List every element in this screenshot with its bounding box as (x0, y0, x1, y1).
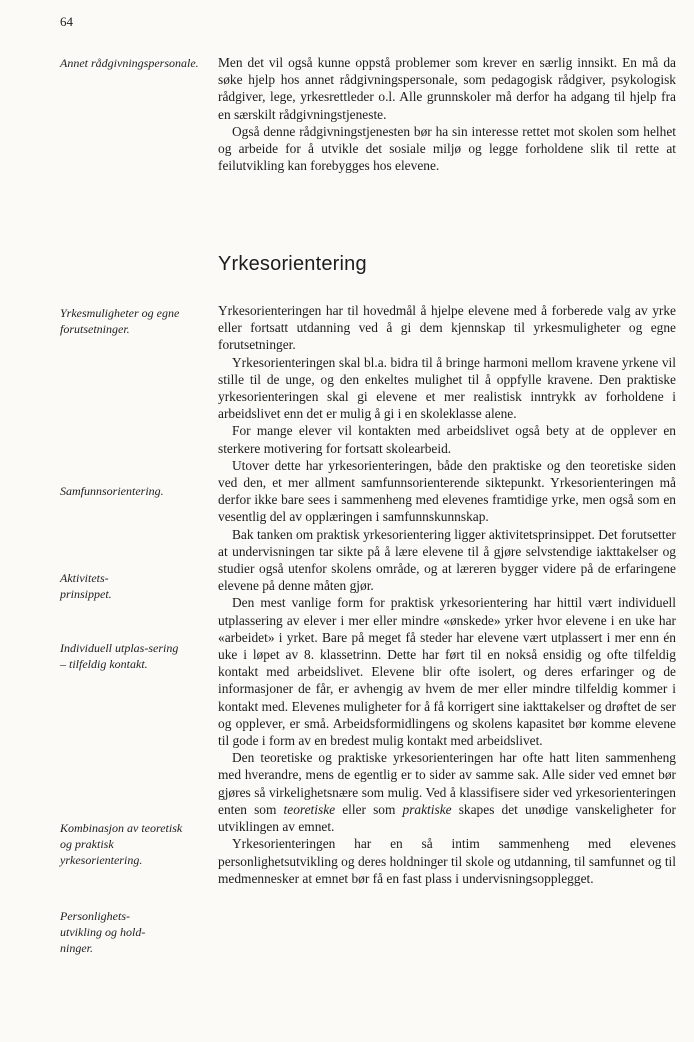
section-body (218, 302, 676, 887)
body-paragraph-7-part-c: skapes det unødige vanskeligheter for utviklingen av emnet. (218, 801, 677, 835)
margin-note-personlighetsutvikling: Personlighets-utvikling og hold-ninger. (60, 909, 146, 955)
page-number: 64 (60, 14, 73, 29)
body-paragraph-7-part-a: Den teoretiske og praktiske yrkesorienteringen har ofte hatt liten sammenheng med hverandre, mens de egentlig er to sider av samme sak. Alle sider ved emnet bør gjøres så virkelighetsnære som mulig. Ved å klassifisere sider ved yrkesorienteringen enten som (218, 750, 676, 817)
margin-note-yrkesmuligheter: Yrkesmuligheter og egne forutsetninger. (60, 306, 180, 336)
body-paragraph-6: Den mest vanlige form for praktisk yrkesorientering har hittil vært individuell utplassering av elever i mer eller mindre «ønskede» yrker hvor elevene i en uke har «arbeidet» i yrket. Bare på meget få steder har elevene vært utplassert i mer enn én uke i løpet av 8. klassetrinn. Dette har ført til en nokså ensidig og ofte tilfeldig kontakt med arbeidslivet. Elevene blir ofte isolert, og deres erfaringer og de informasjoner de får, er avhengig av hvem de mer eller mindre tilfeldig kommer i kontakt med. Elevenes muligheter for å få korrigert sine iakttakelser og drøftet de ser og opplever, er små. Arbeidsformidlingens og skolens kapasitet bør komme elevene til gode i form av en bredest mulig kontakt med arbeidslivet. (218, 595, 676, 749)
intro-text (218, 54, 676, 174)
intro-paragraph-1: Men det vil også kunne oppstå problemer som krever en særlig innsikt. En må da søke hjelp hos annet rådgivningspersonale, som pedagogisk rådgiver, psykologisk rådgiver, lege, yrkesrettleder o.l. Alle grunnskoler må derfor ha adgang til hjelp fra en særskilt rådgivningstjeneste. (218, 55, 676, 122)
intro-paragraph-2: Også denne rådgivningstjenesten bør ha sin interesse rettet mot skolen som helhet og arbeide for å utvikle det sosiale miljø og legge forholdene slik til rette at feilutvikling kan forebygges hos elevene. (218, 123, 676, 174)
margin-note-annet-radgivningspersonale: Annet rådgivningspersonale. (60, 56, 199, 70)
body-paragraph-3: For mange elever vil kontakten med arbeidslivet også bety at de opplever en sterkere motivering for fortsatt skolearbeid. (218, 423, 676, 456)
margin-note-kombinasjon: Kombinasjon av teoretisk og praktisk yrkesorientering. (60, 821, 183, 867)
section-heading: Yrkesorientering (218, 253, 367, 275)
body-paragraph-4: Utover dette har yrkesorienteringen, både den praktiske og den teoretiske siden ved den, et mer allment samfunnsorienterende siktepunkt. Yrkesorienteringen må derfor ikke bare sees i sammenheng med elevenes framtidige yrke, men også som en vesentlig del av opplæringen i samfunnskunnskap. (218, 457, 676, 525)
emphasis-praktiske: praktiske (402, 801, 452, 817)
body-paragraph-7 (218, 749, 676, 835)
margin-note-samfunnsorientering: Samfunnsorientering. (60, 484, 164, 498)
margin-note-individuell-utplassering: Individuell utplas-sering – tilfeldig kontakt. (60, 641, 179, 671)
body-paragraph-2: Yrkesorienteringen skal bl.a. bidra til å bringe harmoni mellom kravene yrkene vil stille til de unge, og den enkeltes mulighet til å oppfylle kravene. Den praktiske yrkesorienteringen skal gi elevene et mer realistisk inntrykk av forholdene i arbeidslivet enn det er mulig å gi i en skoleklasse alene. (218, 354, 676, 422)
margin-note-aktivitetsprinsippet: Aktivitets-prinsippet. (60, 571, 112, 601)
body-paragraph-8: Yrkesorienteringen har en så intim sammenheng med elevenes personlighetsutvikling og deres holdninger til skole og utdanning, til samfunnet og til medmennesker at emnet bør få en fast plass i undervisningsopplegget. (218, 836, 676, 886)
body-paragraph-1: Yrkesorienteringen har til hovedmål å hjelpe elevene med å forberede valg av yrke eller fortsatt utdanning ved å gi dem kjennskap til yrkesmuligheter og egne forutsetninger. (218, 303, 676, 353)
emphasis-teoretiske: teoretiske (283, 801, 336, 817)
body-paragraph-7-part-b: eller som (335, 801, 403, 817)
body-paragraph-5: Bak tanken om praktisk yrkesorientering ligger aktivitetsprinsippet. Det forutsetter at undervisningen tar sikte på å lære elevene til å gjøre selvstendige iakttakelser og studier også utenfor skolens område, og at læreren bygger videre på de erfaringene elevene på denne måten gjør. (218, 526, 676, 594)
